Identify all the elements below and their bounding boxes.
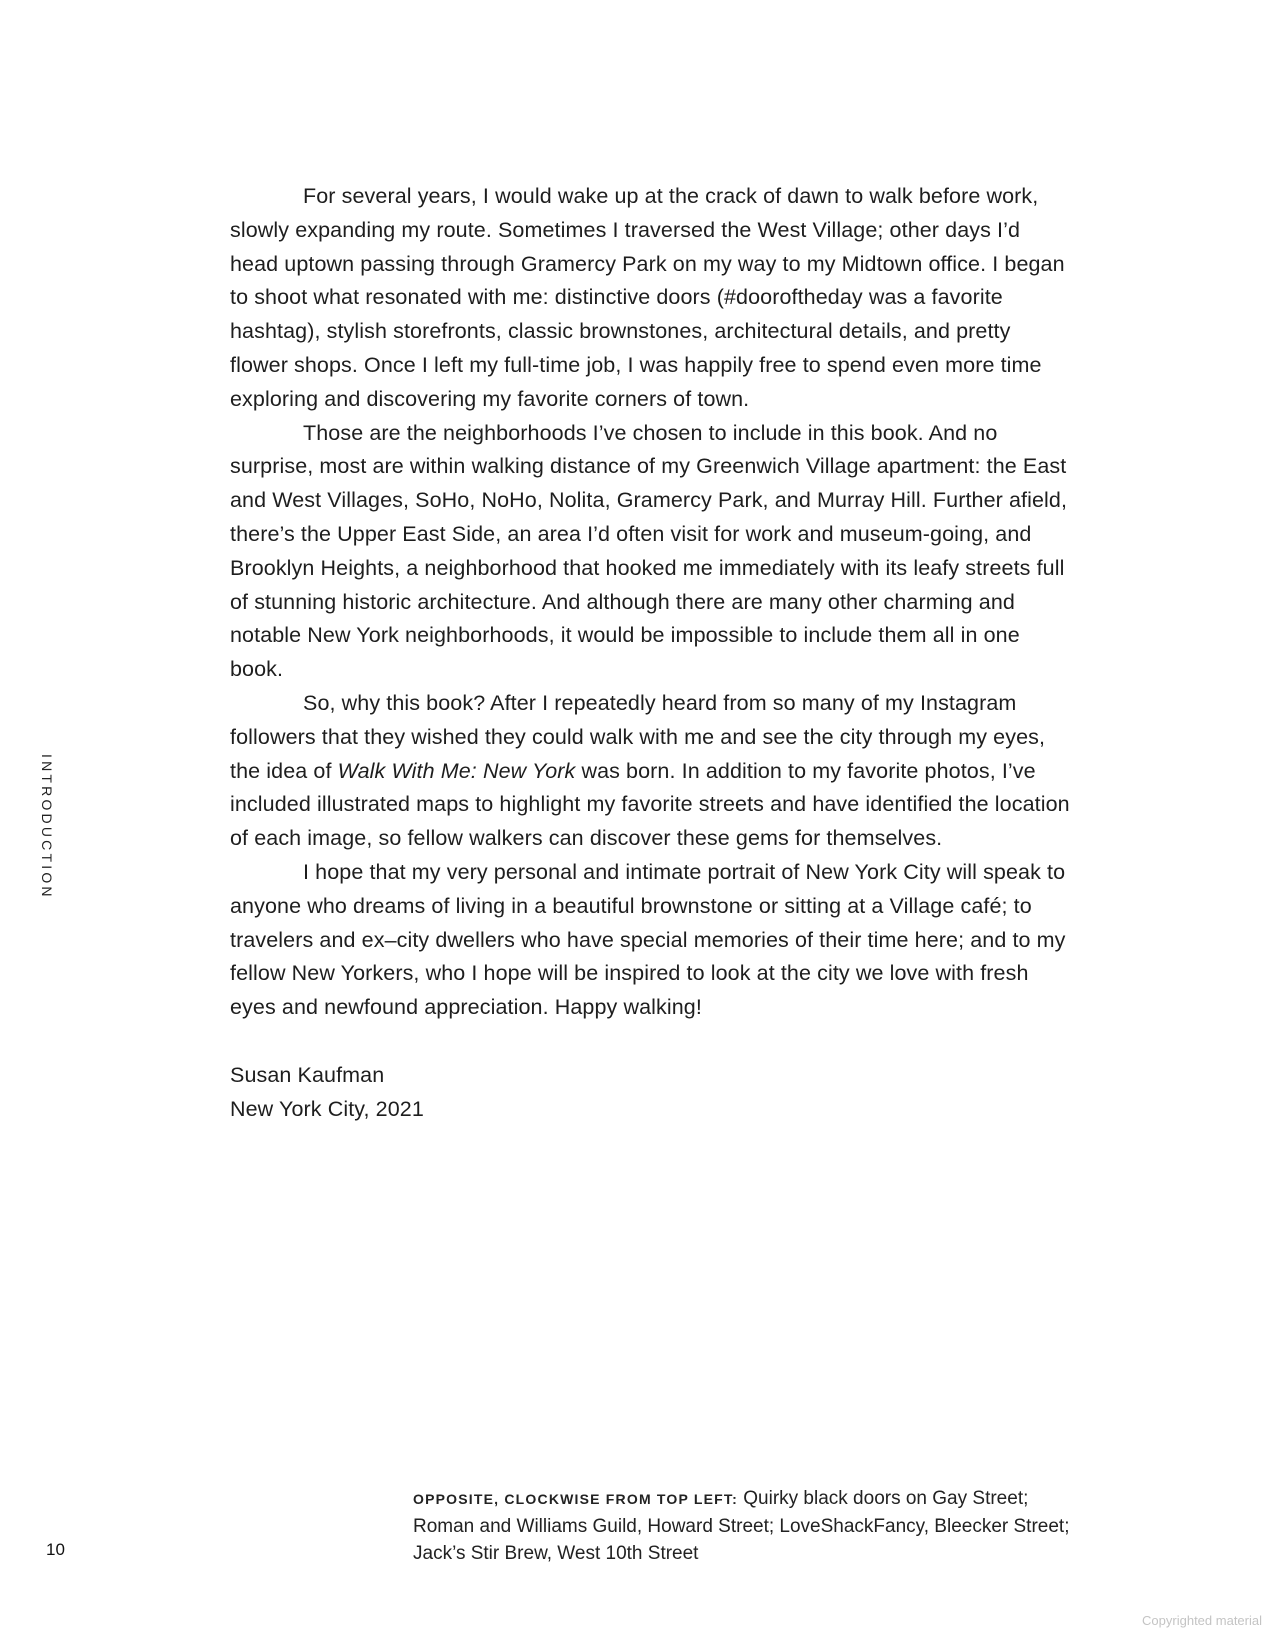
caption-label: OPPOSITE, CLOCKWISE FROM TOP LEFT: — [413, 1491, 738, 1507]
paragraph-4: I hope that my very personal and intimate portrait of New York City will speak to anyone who dreams of living in a beautiful brownstone or sitting at a Village café; to travelers and ex–city dwellers who have special memories of their time here; and to my fellow New Yorkers, who I hope will be inspired to look at the city we love with fresh eyes and newfound appreciation. Happy walking! — [230, 859, 1066, 1020]
copyright-watermark: Copyrighted material — [1142, 1613, 1262, 1628]
paragraph-3-part-2: was born. In addition to my favorite photos, I’ve included illustrated maps to highlight my favorite streets and have identified the location of each image, so fellow walkers can discover these gems for themselves. — [230, 758, 1070, 851]
paragraph-3-part-1: So, why this book? After I repeatedly heard from so many of my Instagram followers that they wished they could walk with me and see the city through my eyes, the idea of — [230, 690, 1046, 783]
signoff — [230, 1059, 1070, 1127]
paragraph-1: For several years, I would wake up at the crack of dawn to walk before work, slowly expanding my route. Sometimes I traversed the West Village; other days I’d head uptown passing through Gramercy Park on my way to my Midtown office. I began to shoot what resonated with me: distinctive doors (#dooroftheday was a favorite hashtag), stylish storefronts, classic brownstones, architectural details, and pretty flower shops. Once I left my full-time job, I was happily free to spend even more time exploring and discovering my favorite corners of town. — [230, 184, 1065, 411]
book-title: Walk With Me: New York — [337, 758, 576, 783]
caption-text: Quirky black doors on Gay Street; Roman and Williams Guild, Howard Street; LoveShackFancy, Bleecker Street; Jack’s Stir Brew, West 10th Street — [413, 1488, 1070, 1564]
page-number: 10 — [46, 1540, 65, 1559]
body-text — [230, 180, 1070, 1126]
running-head: INTRODUCTION — [39, 754, 55, 900]
author-name: Susan Kaufman — [230, 1062, 385, 1087]
photo-caption — [413, 1485, 1073, 1567]
paragraph-3 — [230, 687, 1070, 856]
place-date: New York City, 2021 — [230, 1096, 424, 1121]
paragraph-2: Those are the neighborhoods I’ve chosen to include in this book. And no surprise, most are within walking distance of my Greenwich Village apartment: the East and West Villages, SoHo, NoHo, Nolita, Gramercy Park, and Murray Hill. Further afield, there’s the Upper East Side, an area I’d often visit for work and museum-going, and Brooklyn Heights, a neighborhood that hooked me immediately with its leafy streets full of stunning historic architecture. And although there are many other charming and notable New York neighborhoods, it would be impossible to include them all in one book. — [230, 420, 1068, 682]
